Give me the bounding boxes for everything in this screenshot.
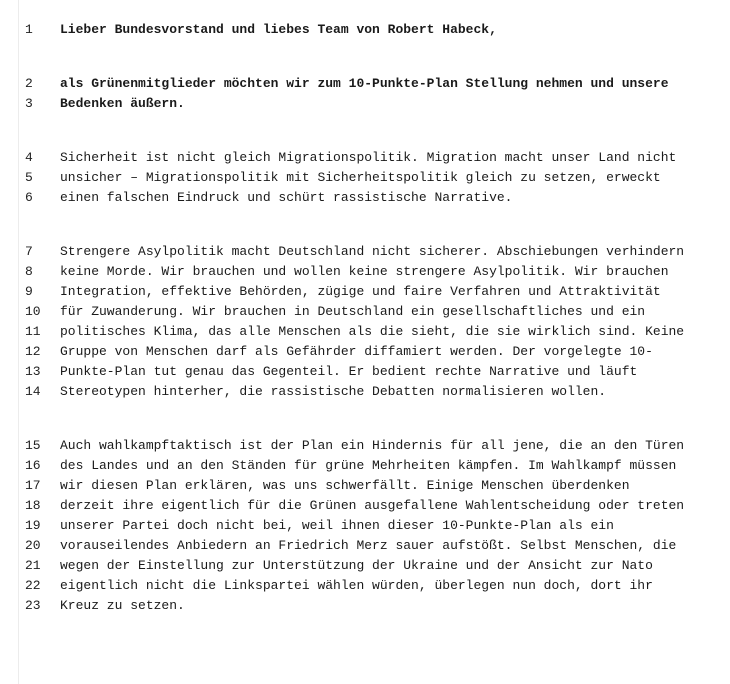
line-text: für Zuwanderung. Wir brauchen in Deutschland ein gesellschaftliches und ein bbox=[60, 304, 646, 319]
text-line bbox=[0, 262, 730, 282]
line-text: eigentlich nicht die Linkspartei wählen würden, überlegen nun doch, dort ihr bbox=[60, 578, 653, 593]
document-body bbox=[0, 20, 730, 616]
line-number: 17 bbox=[25, 478, 41, 493]
text-line bbox=[0, 168, 730, 188]
line-number: 11 bbox=[25, 324, 41, 339]
text-line bbox=[0, 362, 730, 382]
line-number: 14 bbox=[25, 384, 41, 399]
line-number: 19 bbox=[25, 518, 41, 533]
line-number: 2 bbox=[25, 76, 33, 91]
line-text: Punkte-Plan tut genau das Gegenteil. Er bedient rechte Narrative und läuft bbox=[60, 364, 638, 379]
line-number: 16 bbox=[25, 458, 41, 473]
line-text: wegen der Einstellung zur Unterstützung der Ukraine und der Ansicht zur Nato bbox=[60, 558, 653, 573]
paragraph bbox=[0, 20, 730, 40]
text-line bbox=[0, 148, 730, 168]
line-number: 20 bbox=[25, 538, 41, 553]
line-text: derzeit ihre eigentlich für die Grünen ausgefallene Wahlentscheidung oder treten bbox=[60, 498, 685, 513]
line-text: Gruppe von Menschen darf als Gefährder diffamiert werden. Der vorgelegte 10- bbox=[60, 344, 653, 359]
paragraph bbox=[0, 242, 730, 402]
line-text: einen falschen Eindruck und schürt rassistische Narrative. bbox=[60, 190, 513, 205]
line-text: wir diesen Plan erklären, was uns schwerfällt. Einige Menschen überdenken bbox=[60, 478, 630, 493]
text-line bbox=[0, 516, 730, 536]
text-line bbox=[0, 282, 730, 302]
line-number: 12 bbox=[25, 344, 41, 359]
text-line bbox=[0, 382, 730, 402]
text-line bbox=[0, 94, 730, 114]
line-text: als Grünenmitglieder möchten wir zum 10-Punkte-Plan Stellung nehmen und unsere bbox=[60, 76, 669, 91]
text-line bbox=[0, 74, 730, 94]
line-text: Auch wahlkampftaktisch ist der Plan ein Hindernis für all jene, die an den Türen bbox=[60, 438, 685, 453]
line-number: 8 bbox=[25, 264, 33, 279]
text-line bbox=[0, 496, 730, 516]
paragraph-gap bbox=[0, 114, 730, 148]
text-line bbox=[0, 302, 730, 322]
line-text: Sicherheit ist nicht gleich Migrationspolitik. Migration macht unser Land nicht bbox=[60, 150, 677, 165]
paragraph bbox=[0, 148, 730, 208]
line-number: 5 bbox=[25, 170, 33, 185]
line-number: 1 bbox=[25, 22, 33, 37]
line-text: Strengere Asylpolitik macht Deutschland nicht sicherer. Abschiebungen verhindern bbox=[60, 244, 685, 259]
text-line bbox=[0, 576, 730, 596]
line-text: keine Morde. Wir brauchen und wollen keine strengere Asylpolitik. Wir brauchen bbox=[60, 264, 669, 279]
line-text: des Landes und an den Ständen für grüne Mehrheiten kämpfen. Im Wahlkampf müssen bbox=[60, 458, 677, 473]
text-line bbox=[0, 242, 730, 262]
line-number: 3 bbox=[25, 96, 33, 111]
text-line bbox=[0, 188, 730, 208]
line-text: vorauseilendes Anbiedern an Friedrich Merz sauer aufstößt. Selbst Menschen, die bbox=[60, 538, 677, 553]
paragraph-gap bbox=[0, 208, 730, 242]
line-text: Integration, effektive Behörden, zügige und faire Verfahren und Attraktivität bbox=[60, 284, 661, 299]
paragraph bbox=[0, 436, 730, 616]
paragraph-gap bbox=[0, 402, 730, 436]
text-line bbox=[0, 476, 730, 496]
line-text: Stereotypen hinterher, die rassistische Debatten normalisieren wollen. bbox=[60, 384, 607, 399]
line-number: 18 bbox=[25, 498, 41, 513]
line-text: unsicher – Migrationspolitik mit Sicherheitspolitik gleich zu setzen, erweckt bbox=[60, 170, 661, 185]
line-number: 22 bbox=[25, 578, 41, 593]
line-number: 21 bbox=[25, 558, 41, 573]
line-number: 4 bbox=[25, 150, 33, 165]
line-number: 23 bbox=[25, 598, 41, 613]
line-number: 6 bbox=[25, 190, 33, 205]
paragraph bbox=[0, 74, 730, 114]
line-text: Kreuz zu setzen. bbox=[60, 598, 185, 613]
text-line bbox=[0, 342, 730, 362]
line-number: 7 bbox=[25, 244, 33, 259]
line-text: Lieber Bundesvorstand und liebes Team von Robert Habeck, bbox=[60, 22, 497, 37]
line-number: 9 bbox=[25, 284, 33, 299]
line-text: unserer Partei doch nicht bei, weil ihnen dieser 10-Punkte-Plan als ein bbox=[60, 518, 614, 533]
line-number: 10 bbox=[25, 304, 41, 319]
text-line bbox=[0, 596, 730, 616]
text-line bbox=[0, 20, 730, 40]
line-text: Bedenken äußern. bbox=[60, 96, 185, 111]
text-line bbox=[0, 456, 730, 476]
text-line bbox=[0, 322, 730, 342]
text-line bbox=[0, 436, 730, 456]
text-line bbox=[0, 536, 730, 556]
text-line bbox=[0, 556, 730, 576]
line-number: 13 bbox=[25, 364, 41, 379]
line-number: 15 bbox=[25, 438, 41, 453]
paragraph-gap bbox=[0, 40, 730, 74]
line-text: politisches Klima, das alle Menschen als die sieht, die sie wirklich sind. Keine bbox=[60, 324, 685, 339]
